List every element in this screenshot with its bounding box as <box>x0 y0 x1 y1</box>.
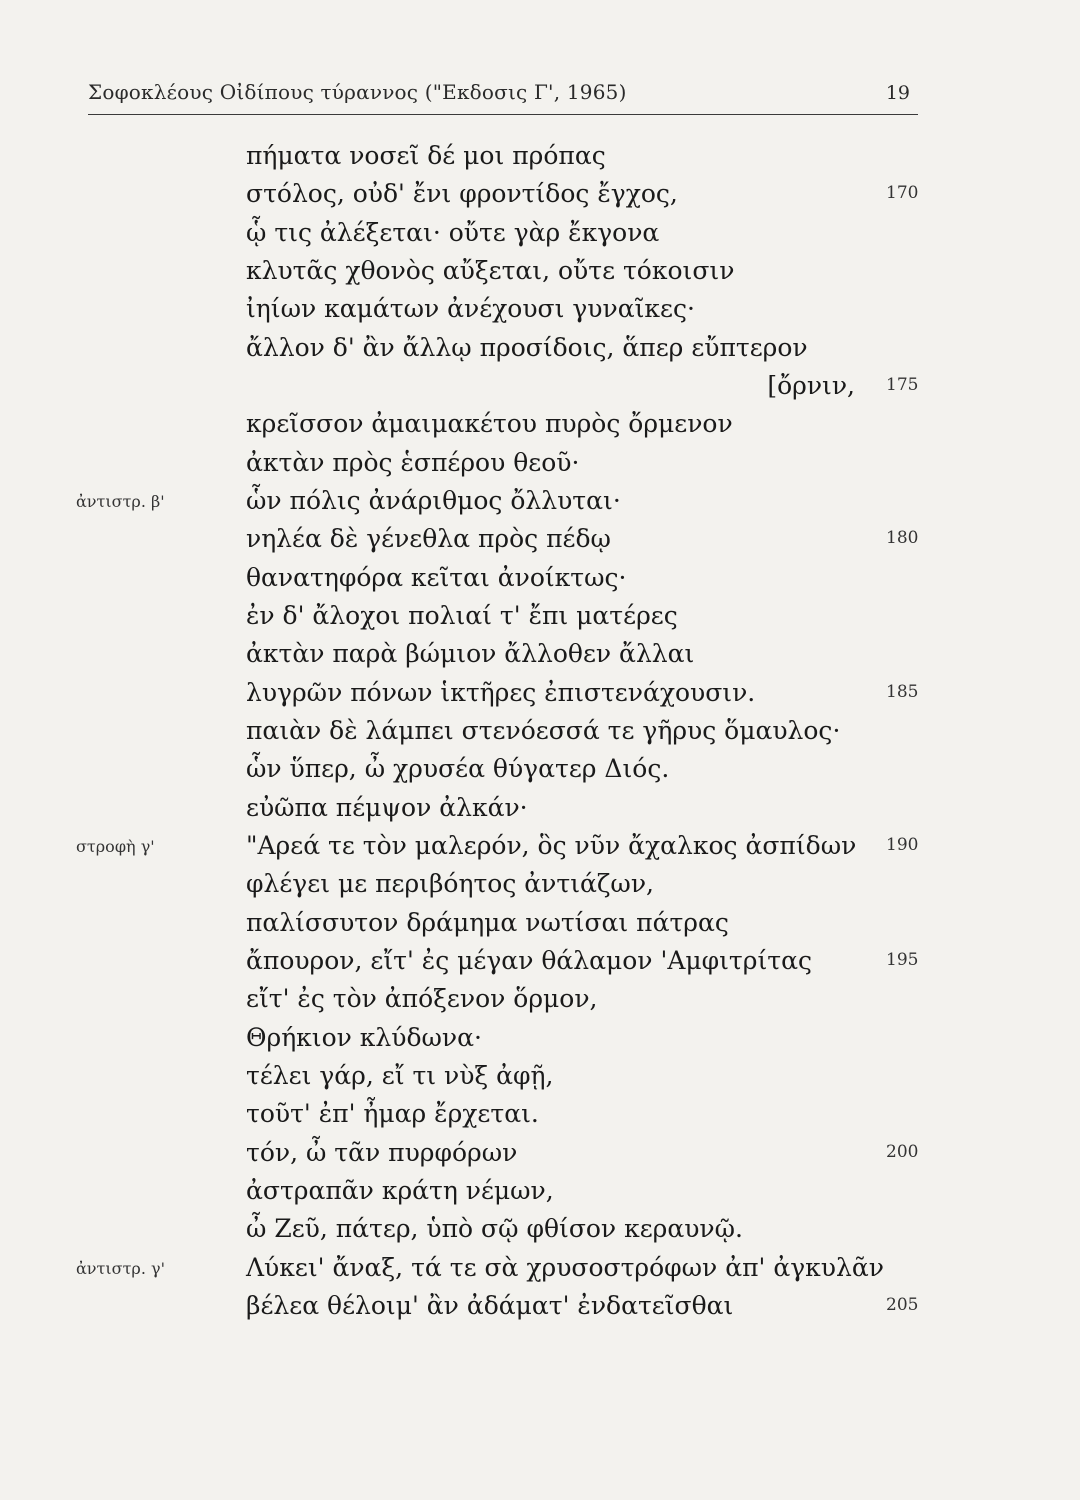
verse-text: εὐῶπα πέμψον ἀλκάν· <box>246 792 528 822</box>
verse-text: τοῦτ' ἐπ' ἦμαρ ἔρχεται. <box>246 1099 539 1129</box>
verse-line <box>0 175 1080 213</box>
margin-label: στροφὴ γ' <box>76 836 155 856</box>
verse-text: ἐν δ' ἄλοχοι πολιαί τ' ἔπι ματέρες <box>246 600 678 630</box>
verse-line <box>0 405 1080 443</box>
verse-line <box>0 1249 1080 1287</box>
verse-line <box>0 942 1080 980</box>
verse-text: κλυτᾶς χθονὸς αὔξεται, οὔτε τόκοισιν <box>246 255 735 285</box>
verse-text: λυγρῶν πόνων ἱκτῆρες ἐπιστενάχουσιν. <box>246 677 756 707</box>
verse-line <box>0 1210 1080 1248</box>
verse-text: ὧν πόλις ἀνάριθμος ὄλλυται· <box>246 485 621 515</box>
verse-text: ἄπουρον, εἴτ' ἐς μέγαν θάλαμον 'Αμφιτρίτας <box>246 945 812 975</box>
verse-text: παιὰν δὲ λάμπει στενόεσσά τε γῆρυς ὅμαυλος· <box>246 715 841 745</box>
verse-line <box>0 827 1080 865</box>
verse-text: ἀστραπᾶν κράτη νέμων, <box>246 1175 554 1205</box>
verse-line <box>0 1172 1080 1210</box>
verse-line <box>0 137 1080 175</box>
verse-line <box>0 367 1080 405</box>
verse-text: νηλέα δὲ γένεθλα πρὸς πέδῳ <box>246 524 611 554</box>
margin-label: ἀντιστρ. β' <box>76 491 165 511</box>
verse-text: τέλει γάρ, εἴ τι νὺξ ἀφῇ, <box>246 1060 554 1090</box>
verse-line <box>0 865 1080 903</box>
verse-line <box>0 444 1080 482</box>
verse-text: παλίσσυτον δράμημα νωτίσαι πάτρας <box>246 907 729 937</box>
verse-text: [ὄρνιν, <box>767 370 855 400</box>
page-number: 19 <box>885 82 910 104</box>
verse-text: ἰηίων καμάτων ἀνέχουσι γυναῖκες· <box>246 294 695 324</box>
line-number: 185 <box>886 681 919 702</box>
verse-text: βέλεα θέλοιμ' ἂν ἀδάματ' ἐνδατεῖσθαι <box>246 1290 734 1320</box>
verse-text: φλέγει με περιβόητος ἀντιάζων, <box>246 869 654 899</box>
verse-line <box>0 1134 1080 1172</box>
verse-text: θανατηφόρα κεῖται ἀνοίκτως· <box>246 562 627 592</box>
line-number: 200 <box>886 1141 919 1162</box>
verse-line <box>0 712 1080 750</box>
line-number: 195 <box>886 949 919 970</box>
verse-line <box>0 1287 1080 1325</box>
verse-line <box>0 1019 1080 1057</box>
verse-text: ᾧ τις ἀλέξεται· οὔτε γὰρ ἔκγονα <box>246 217 660 247</box>
verse-line <box>0 520 1080 558</box>
line-number: 180 <box>886 528 919 549</box>
verse-text: ἀκτὰν πρὸς ἑσπέρου θεοῦ· <box>246 447 580 477</box>
running-header <box>88 74 918 115</box>
verse-text: "Αρεά τε τὸν μαλερόν, ὃς νῦν ἄχαλκος ἀσπίδων <box>246 830 857 860</box>
verse-text: τόν, ὦ τᾶν πυρφόρων <box>246 1137 518 1167</box>
line-number: 175 <box>886 374 919 395</box>
verse-line <box>0 597 1080 635</box>
margin-label: ἀντιστρ. γ' <box>76 1258 165 1278</box>
verse-line <box>0 559 1080 597</box>
verse-text: ἄλλον δ' ἂν ἄλλῳ προσίδοις, ἅπερ εὔπτερον <box>246 332 808 362</box>
verse-line <box>0 904 1080 942</box>
running-title: Σοφοκλέους Οἰδίπους τύραννος ("Εκδοσις Γ', 1965) <box>88 80 627 104</box>
verse-line <box>0 1057 1080 1095</box>
verse-line <box>0 789 1080 827</box>
verse-line <box>0 290 1080 328</box>
verse-text: εἴτ' ἐς τὸν ἀπόξενον ὅρμον, <box>246 984 598 1014</box>
verse-line <box>0 482 1080 520</box>
verse-text: στόλος, οὐδ' ἔνι φροντίδος ἔγχος, <box>246 179 678 209</box>
verse-text: πήματα νοσεῖ δέ μοι πρόπας <box>246 141 606 170</box>
verse-line <box>0 1095 1080 1133</box>
verse-line <box>0 674 1080 712</box>
verse-line <box>0 980 1080 1018</box>
verse-line <box>0 214 1080 252</box>
verse-line <box>0 635 1080 673</box>
verse-text: ἀκτὰν παρὰ βώμιον ἄλλοθεν ἄλλαι <box>246 639 695 669</box>
verse-text: ὦ Ζεῦ, πάτερ, ὑπὸ σῷ φθίσον κεραυνῷ. <box>246 1214 743 1244</box>
verse-text: Θρήκιον κλύδωνα· <box>246 1022 482 1052</box>
verse-line <box>0 750 1080 788</box>
verse-text: ὧν ὕπερ, ὦ χρυσέα θύγατερ Διός. <box>246 754 670 784</box>
line-number: 205 <box>886 1294 919 1315</box>
verse-line <box>0 329 1080 367</box>
verse-text: Λύκει' ἄναξ, τά τε σὰ χρυσοστρόφων ἀπ' ἀγκυλᾶν <box>246 1252 884 1282</box>
line-number: 190 <box>886 834 919 855</box>
verse-line <box>0 252 1080 290</box>
line-number: 170 <box>886 183 919 204</box>
verse-text: κρεῖσσον ἀμαιμακέτου πυρὸς ὄρμενον <box>246 409 733 439</box>
